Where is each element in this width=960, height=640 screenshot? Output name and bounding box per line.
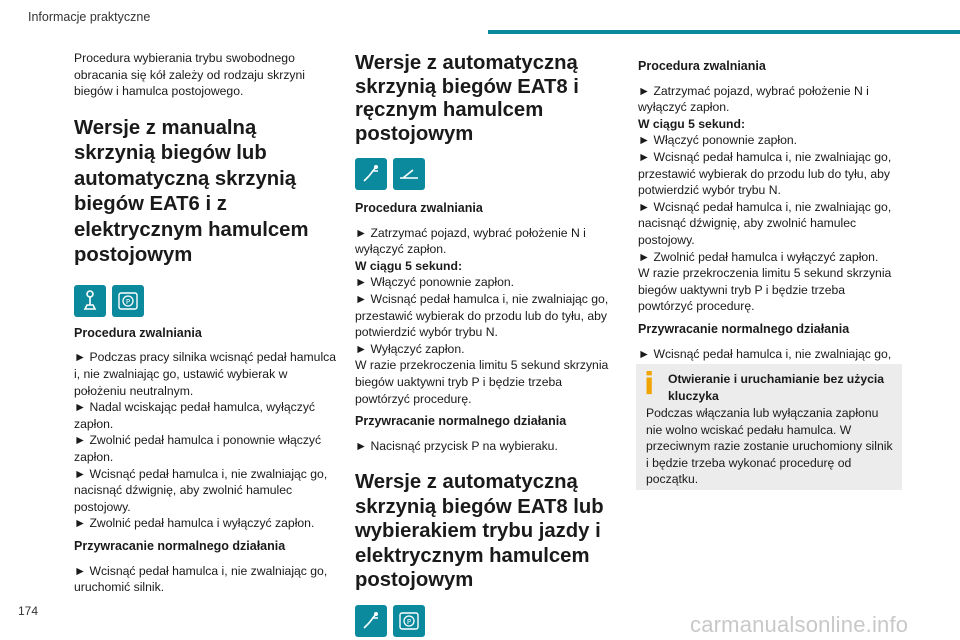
svg-text:P: P	[406, 617, 412, 626]
step-line: W ciągu 5 sekund:	[638, 116, 745, 131]
info-box	[636, 364, 902, 490]
restore-title: Przywracanie normalnego działania	[74, 538, 286, 553]
header-accent-bar	[488, 30, 960, 34]
step-line: ► Zwolnić pedał hamulca i wyłączyć zapłon.	[74, 516, 315, 531]
step-line: ► Wyłączyć zapłon.	[355, 341, 465, 356]
info-i-icon: i	[644, 367, 655, 402]
intro-text: Procedura wybierania trybu swobodnego obracania się kół zależy od rodzaju skrzyni biegów i hamulca postojowego.	[74, 51, 305, 99]
step-line: ► Nacisnąć przycisk P na wybieraku.	[355, 438, 558, 453]
svg-text:P: P	[125, 297, 131, 306]
column-2	[355, 52, 615, 637]
step-line: ► Wcisnąć pedał hamulca i, nie zwalniając go, uruchomić silnik.	[74, 563, 328, 595]
auto-gearbox-icon	[355, 158, 387, 190]
step-line: ► Zwolnić pedał hamulca i wyłączyć zapłon.	[638, 249, 879, 264]
step-line: ► Włączyć ponownie zapłon.	[355, 275, 515, 290]
step-line: ► Wcisnąć pedał hamulca i, nie zwalniając go, przestawić wybierak do przodu lub do tyłu, aby potwierdzić wybór trybu N.	[638, 149, 892, 198]
section-heading-eat8-manual-brake: Wersje z automatyczną skrzynią biegów EAT8 i ręcznym hamulcem postojowym	[355, 52, 579, 145]
restore-title: Przywracanie normalnego działania	[638, 321, 850, 336]
restore-title: Przywracanie normalnego działania	[355, 414, 567, 429]
manual-parking-brake-icon	[393, 158, 425, 190]
column-1	[74, 50, 339, 596]
step-line: ► Wcisnąć pedał hamulca i, nie zwalniając go,	[638, 346, 892, 361]
step-line: ► Wcisnąć pedał hamulca i, nie zwalniając go, nacisnąć dźwignię, aby zwolnić hamulec postojowy.	[74, 466, 328, 514]
gear-lever-icon	[74, 285, 106, 317]
step-line: ► Zatrzymać pojazd, wybrać położenie N i wyłączyć zapłon.	[355, 225, 586, 257]
auto-gearbox-icon	[355, 605, 387, 637]
running-header: Informacje praktyczne	[28, 10, 151, 24]
page-number: 174	[18, 604, 39, 618]
column-3	[638, 58, 900, 379]
step-line: ► Włączyć ponownie zapłon.	[638, 133, 798, 148]
step-line: W ciągu 5 sekund:	[355, 258, 462, 273]
release-procedure-title: Procedura zwalniania	[74, 325, 202, 340]
icon-row	[355, 605, 615, 637]
watermark: carmanualsonline.info	[690, 612, 909, 637]
parking-brake-p-icon	[112, 285, 144, 317]
section-heading-eat8-electric-brake: Wersje z automatyczną skrzynią biegów EAT8 lub wybierakiem trybu jazdy i elektrycznym hamulcem postojowym	[355, 471, 604, 592]
icon-row	[355, 158, 615, 190]
step-line: ► Wcisnąć pedał hamulca i, nie zwalniając go, przestawić wybierak do przodu lub do tyłu, aby potwierdzić wybór trybu N.	[355, 291, 609, 340]
step-line: ► Zwolnić pedał hamulca i ponownie włączyć zapłon.	[74, 433, 322, 464]
step-line: ► Podczas pracy silnika wcisnąć pedał hamulca i, nie zwalniając go, ustawić wybierak w położeniu neutralnym.	[74, 350, 337, 398]
icon-row	[74, 285, 339, 317]
step-line: W razie przekroczenia limitu 5 sekund skrzynia biegów uaktywni tryb P i będzie trzeba powtórzyć procedurę.	[355, 358, 609, 406]
release-procedure-title: Procedura zwalniania	[355, 201, 483, 215]
release-procedure-title: Procedura zwalniania	[638, 59, 766, 73]
step-line: ► Wcisnąć pedał hamulca i, nie zwalniając go, nacisnąć dźwignię, aby zwolnić hamulec postojowy.	[638, 199, 892, 247]
step-line: W razie przekroczenia limitu 5 sekund skrzynia biegów uaktywni tryb P i będzie trzeba powtórzyć procedurę.	[638, 266, 892, 314]
info-title: Otwieranie i uruchamianie bez użycia kluczyka	[668, 372, 885, 403]
section-heading-manual-eat6: Wersje z manualną skrzynią biegów lub automatyczną skrzynią biegów EAT6 i z elektrycznym hamulcem postojowym	[74, 116, 309, 267]
step-line: ► Nadal wciskając pedał hamulca, wyłączyć zapłon.	[74, 400, 316, 431]
step-line: ► Zatrzymać pojazd, wybrać położenie N i wyłączyć zapłon.	[638, 83, 869, 115]
info-body: Podczas włączania lub wyłączania zapłonu nie wolno wciskać pedału hamulca. W przeciwnym razie zostanie uruchomiony silnik i będzie trzeba wykonać procedurę od początku.	[646, 406, 893, 487]
parking-brake-p-icon	[393, 605, 425, 637]
